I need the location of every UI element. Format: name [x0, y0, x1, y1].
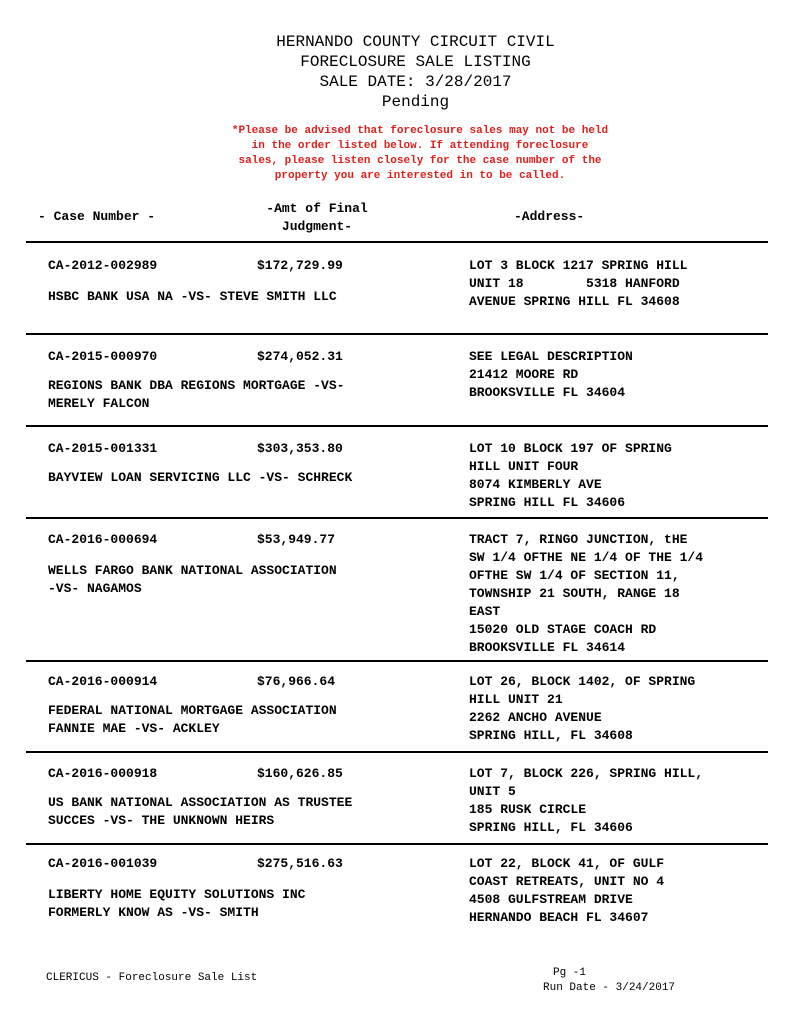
case-number: CA-2012-002989: [48, 258, 158, 273]
notice-line: in the order listed below. If attending foreclosure: [251, 140, 589, 152]
divider: [26, 843, 768, 845]
case-number: CA-2015-001331: [48, 441, 158, 456]
parties-line: FEDERAL NATIONAL MORTGAGE ASSOCIATION: [48, 703, 337, 718]
judgment-amount: $303,353.80: [257, 441, 343, 456]
parties-line: FORMERLY KNOW AS -VS- SMITH: [48, 905, 259, 920]
case-number: CA-2016-000694: [48, 532, 158, 547]
parties-line: MERELY FALCON: [48, 396, 150, 411]
footer-system-label: CLERICUS - Foreclosure Sale List: [46, 972, 258, 984]
property-address: LOT 10 BLOCK 197 OF SPRING HILL UNIT FOUR 8074 KIMBERLY AVE SPRING HILL FL 34606: [469, 441, 672, 510]
divider: [26, 241, 768, 243]
column-header-amount-line: Judgment-: [281, 219, 353, 234]
parties-line: HSBC BANK USA NA -VS- STEVE SMITH LLC: [48, 289, 337, 304]
property-address: LOT 7, BLOCK 226, SPRING HILL, UNIT 5 185 RUSK CIRCLE SPRING HILL, FL 34606: [469, 766, 704, 835]
run-date: Run Date - 3/24/2017: [543, 982, 676, 994]
sale-date: SALE DATE: 3/28/2017: [319, 73, 512, 91]
divider: [26, 517, 768, 519]
case-number: CA-2016-000914: [48, 674, 158, 689]
parties-line: REGIONS BANK DBA REGIONS MORTGAGE -VS-: [48, 378, 345, 393]
parties: [48, 562, 438, 598]
parties-line: BAYVIEW LOAN SERVICING LLC -VS- SCHRECK: [48, 470, 353, 485]
property-address: LOT 3 BLOCK 1217 SPRING HILL UNIT 18 5318 HANFORD AVENUE SPRING HILL FL 34608: [469, 258, 688, 309]
divider: [26, 333, 768, 335]
case-number: CA-2016-001039: [48, 856, 158, 871]
column-header-amount-line: -Amt of Final: [266, 201, 368, 216]
parties: [48, 886, 438, 922]
judgment-amount: $53,949.77: [257, 532, 336, 547]
judgment-amount: $160,626.85: [257, 766, 343, 781]
judgment-amount: $275,516.63: [257, 856, 343, 871]
notice-line: property you are interested in to be called.: [274, 170, 566, 182]
sale-notice: [170, 124, 670, 184]
column-header-address: -Address-: [514, 209, 585, 224]
parties-line: WELLS FARGO BANK NATIONAL ASSOCIATION: [48, 563, 337, 578]
property-address: TRACT 7, RINGO JUNCTION, tHE SW 1/4 OFTHE NE 1/4 OF THE 1/4 OFTHE SW 1/4 OF SECTION 11, TOWNSHIP 21 SOUTH, RANGE 18 EAST 15020 OLD STAGE COACH RD BROOKSVILLE FL 34614: [469, 532, 704, 655]
judgment-amount: $172,729.99: [257, 258, 343, 273]
notice-line: *Please be advised that foreclosure sales may not be held: [231, 125, 609, 137]
parties-line: FANNIE MAE -VS- ACKLEY: [48, 721, 220, 736]
parties: [48, 702, 438, 738]
document-header: [0, 32, 791, 112]
parties-line: US BANK NATIONAL ASSOCIATION AS TRUSTEE: [48, 795, 353, 810]
property-address: SEE LEGAL DESCRIPTION 21412 MOORE RD BROOKSVILLE FL 34604: [469, 349, 633, 400]
judgment-amount: $76,966.64: [257, 674, 336, 689]
parties: [48, 469, 438, 487]
divider: [26, 751, 768, 753]
divider: [26, 425, 768, 427]
case-number: CA-2015-000970: [48, 349, 158, 364]
parties-line: LIBERTY HOME EQUITY SOLUTIONS INC: [48, 887, 306, 902]
footer-page-info: [543, 966, 675, 996]
case-number: CA-2016-000918: [48, 766, 158, 781]
parties: [48, 794, 438, 830]
divider: [26, 660, 768, 662]
parties-line: SUCCES -VS- THE UNKNOWN HEIRS: [48, 813, 275, 828]
status-label: Pending: [381, 93, 450, 111]
property-address: LOT 26, BLOCK 1402, OF SPRING HILL UNIT 21 2262 ANCHO AVENUE SPRING HILL, FL 34608: [469, 674, 696, 743]
parties-line: -VS- NAGAMOS: [48, 581, 142, 596]
page-number: Pg -1: [553, 967, 587, 979]
notice-line: sales, please listen closely for the case number of the: [238, 155, 602, 167]
judgment-amount: $274,052.31: [257, 349, 343, 364]
property-address: LOT 22, BLOCK 41, OF GULF COAST RETREATS, UNIT NO 4 4508 GULFSTREAM DRIVE HERNANDO BEACH FL 34607: [469, 856, 665, 925]
column-header-amount: [252, 200, 382, 236]
listing-title: FORECLOSURE SALE LISTING: [300, 53, 531, 71]
parties: [48, 377, 438, 413]
parties: [48, 288, 438, 306]
county-title: HERNANDO COUNTY CIRCUIT CIVIL: [276, 33, 555, 51]
column-header-case: - Case Number -: [38, 209, 156, 224]
